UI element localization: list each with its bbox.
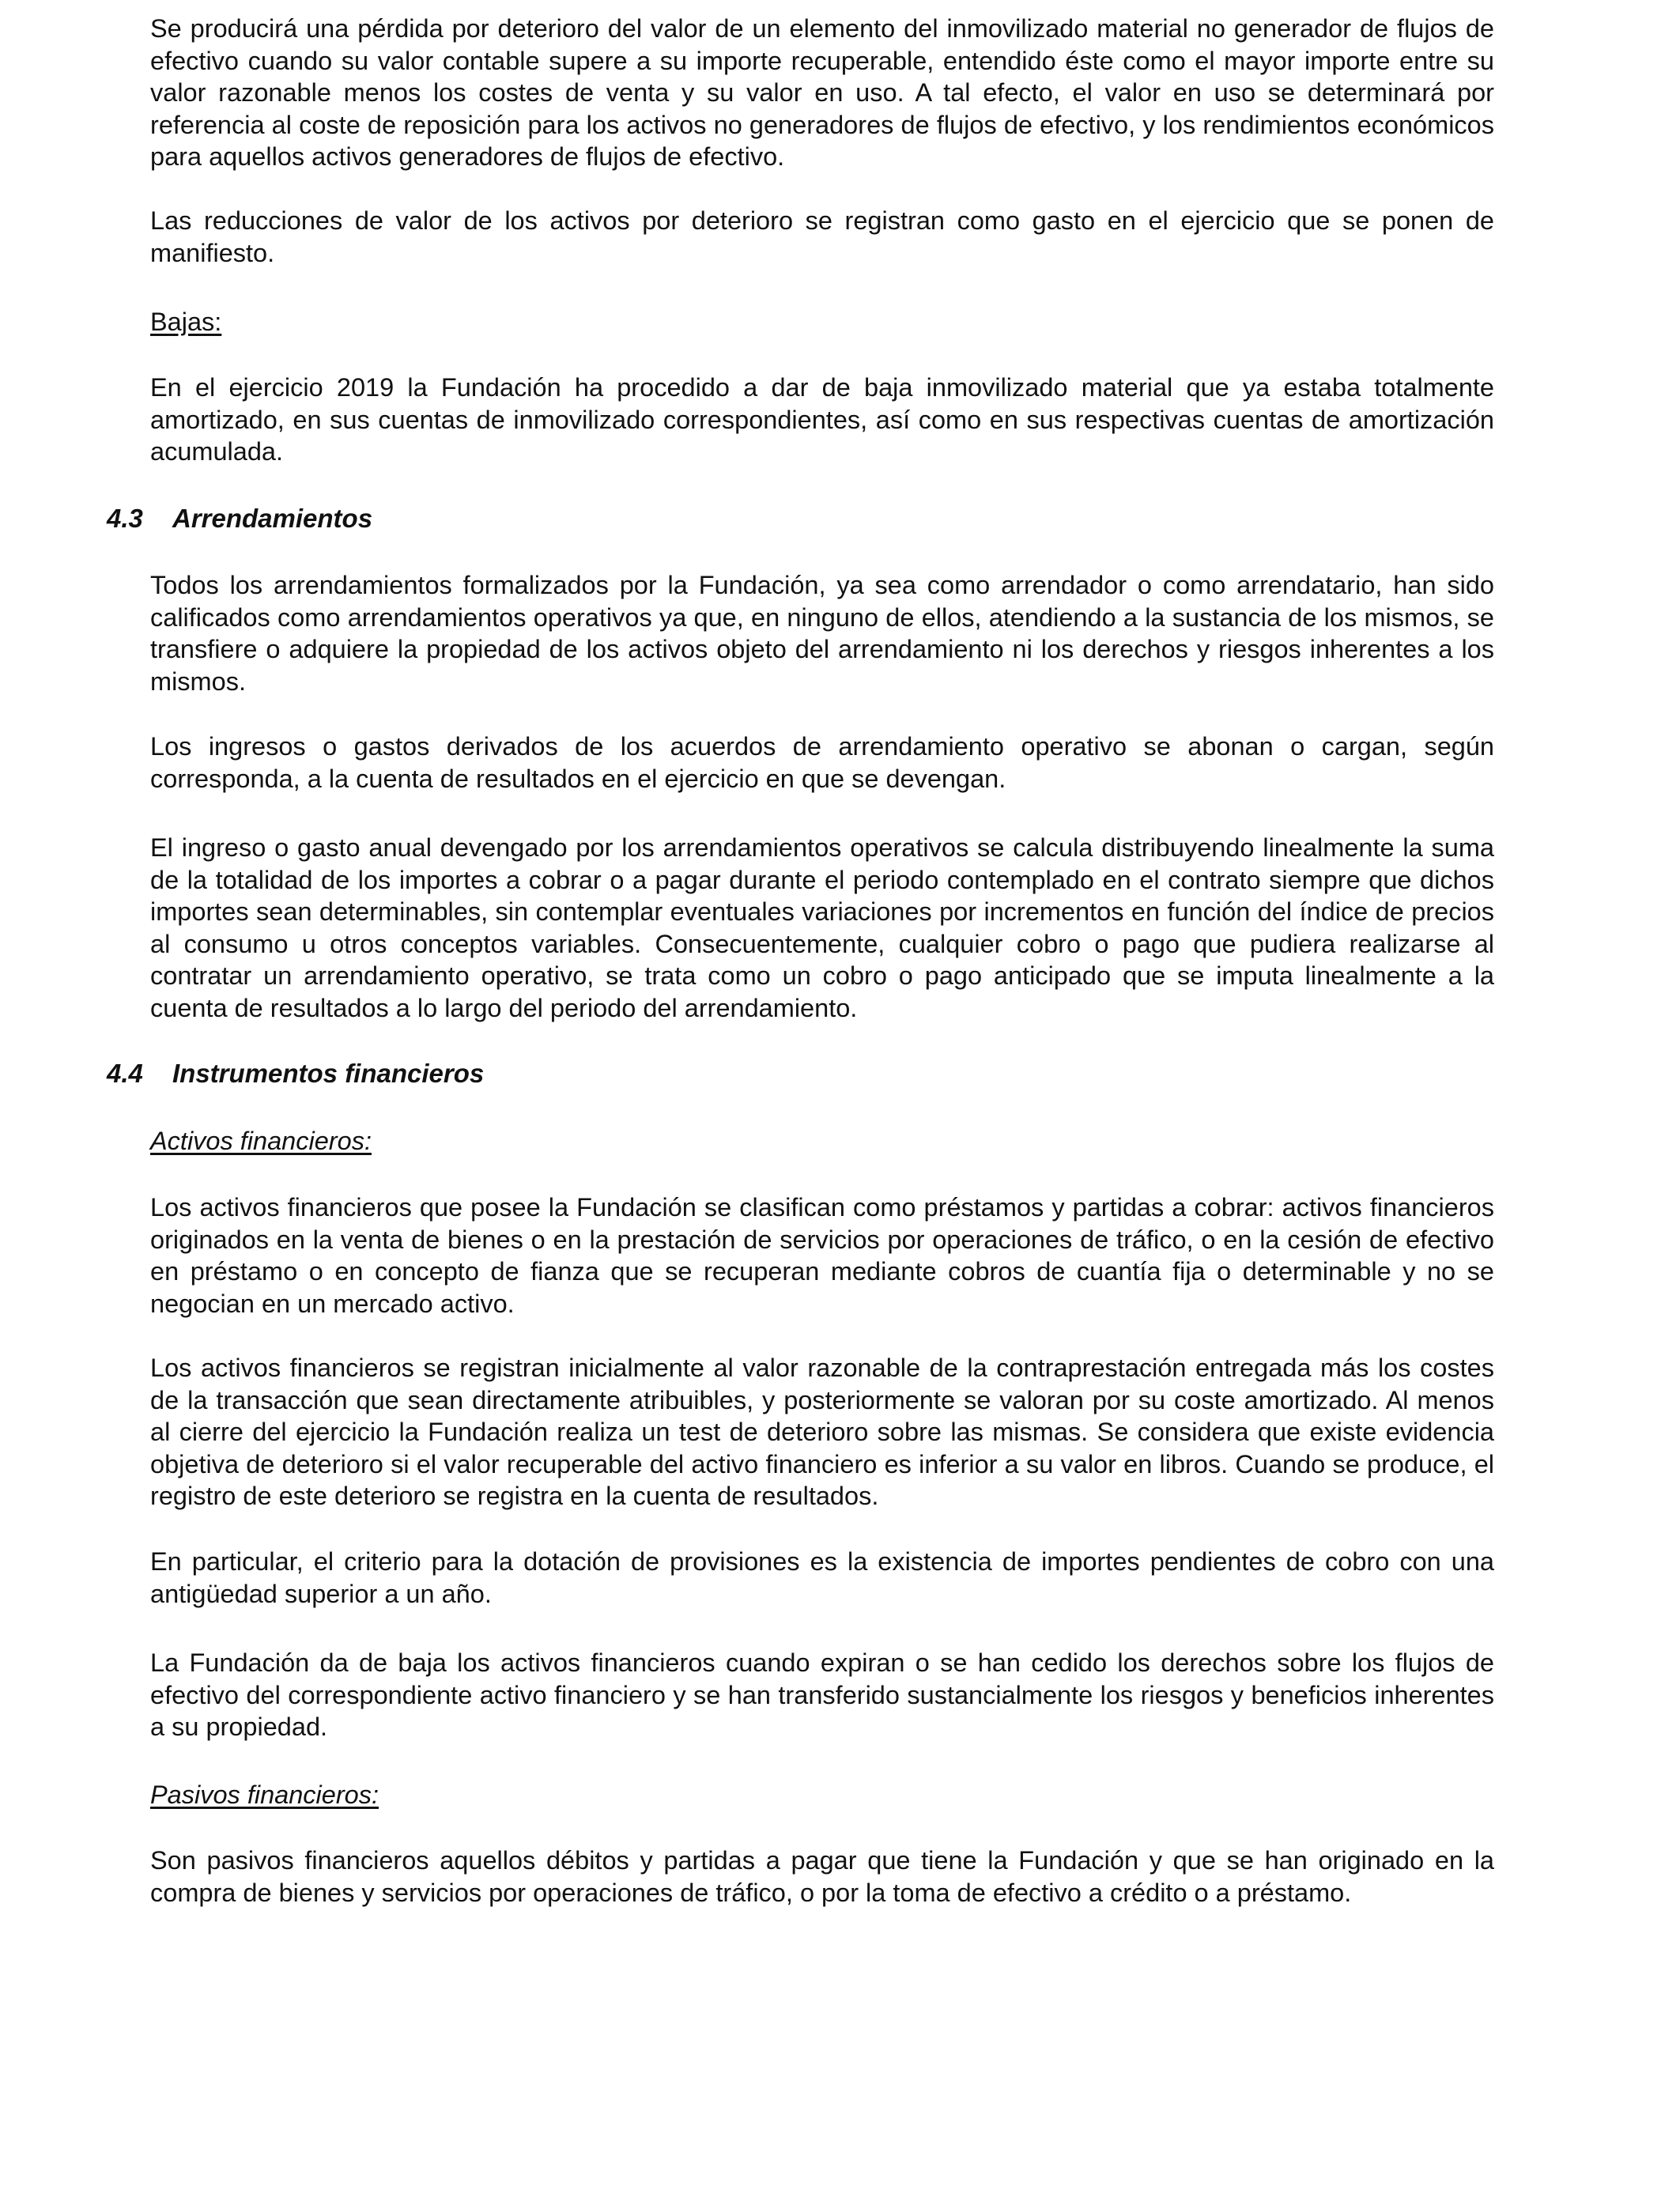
paragraph-deterioro-valor: Se producirá una pérdida por deterioro del valor de un elemento del inmovilizado material no generador de flujos de efectivo cuando su valor contable supere a su importe recuperable, entendido éste como el mayor importe entre su valor razonable menos los costes de venta y su valor en uso. A tal efecto, el valor en uso se determinará por referencia al coste de reposición para los activos no generadores de flujos de efectivo, y los rendimientos económicos para aquellos activos generadores de flujos de efectivo. bbox=[150, 14, 1494, 171]
section-number: 4.3 bbox=[107, 504, 143, 533]
subheading-pasivos-financieros: Pasivos financieros: bbox=[150, 1781, 379, 1809]
section-number: 4.4 bbox=[107, 1059, 143, 1088]
paragraph-arrendamientos-ingresos: Los ingresos o gastos derivados de los acuerdos de arrendamiento operativo se abonan o cargan, según corresponda, a la cuenta de resultados en el ejercicio en que se devengan. bbox=[150, 732, 1494, 793]
section-title: Instrumentos financieros bbox=[172, 1059, 485, 1088]
paragraph-baja-activos: La Fundación da de baja los activos financieros cuando expiran o se han cedido los derechos sobre los flujos de efectivo del correspondiente activo financiero y se han transferido sustancialmente los riesgos y beneficios inherentes a su propiedad. bbox=[150, 1648, 1494, 1741]
paragraph-activos-registro: Los activos financieros se registran inicialmente al valor razonable de la contraprestación entregada más los costes de la transacción que sean directamente atribuibles, y posteriormente se valoran por su coste amortizado. Al menos al cierre del ejercicio la Fundación realiza un test de deterioro sobre las mismas. Se considera que existe evidencia objetiva de deterioro si el valor recuperable del activo financiero es inferior a su valor en libros. Cuando se produce, el registro de este deterioro se registra en la cuenta de resultados. bbox=[150, 1354, 1494, 1510]
paragraph-arrendamientos-devengo: El ingreso o gasto anual devengado por los arrendamientos operativos se calcula distribuyendo linealmente la suma de la totalidad de los importes a cobrar o a pagar durante el periodo contemplado en el contrato siempre que dichos importes sean determinables, sin contemplar eventuales variaciones por incrementos en función del índice de precios al consumo u otros conceptos variables. Consecuentemente, cualquier cobro o pago que pudiera realizarse al contratar un arrendamiento operativo, se trata como un cobro o pago anticipado que se imputa linealmente a la cuenta de resultados a lo largo del periodo del arrendamiento. bbox=[150, 833, 1494, 1022]
paragraph-pasivos: Son pasivos financieros aquellos débitos y partidas a pagar que tiene la Fundación y que se han originado en la compra de bienes y servicios por operaciones de tráfico, o por la toma de efectivo a crédito o a préstamo. bbox=[150, 1846, 1494, 1907]
paragraph-bajas: En el ejercicio 2019 la Fundación ha procedido a dar de baja inmovilizado material que ya estaba totalmente amortizado, en sus cuentas de inmovilizado correspondientes, así como en sus respectivas cuentas de amortización acumulada. bbox=[150, 373, 1494, 466]
subheading-activos-financieros: Activos financieros: bbox=[150, 1127, 372, 1155]
section-heading-instrumentos-financieros bbox=[107, 1058, 484, 1089]
section-title: Arrendamientos bbox=[172, 504, 373, 533]
paragraph-reducciones-valor: Las reducciones de valor de los activos por deterioro se registran como gasto en el ejercicio que se ponen de manifiesto. bbox=[150, 206, 1494, 267]
subheading-bajas: Bajas: bbox=[150, 308, 222, 336]
paragraph-arrendamientos-calificacion: Todos los arrendamientos formalizados por la Fundación, ya sea como arrendador o como arrendatario, han sido calificados como arrendamientos operativos ya que, en ninguno de ellos, atendiendo a la sustancia de los mismos, se transfiere o adquiere la propiedad de los activos objeto del arrendamiento ni los derechos y riesgos inherentes a los mismos. bbox=[150, 571, 1494, 696]
paragraph-activos-clasificacion: Los activos financieros que posee la Fundación se clasifican como préstamos y partidas a cobrar: activos financieros originados en la venta de bienes o en la prestación de servicios por operaciones de tráfico, o en la cesión de efectivo en préstamo o en concepto de fianza que se recuperan mediante cobros de cuantía fija o determinable y no se negocian en un mercado activo. bbox=[150, 1193, 1494, 1318]
section-heading-arrendamientos bbox=[107, 503, 372, 534]
paragraph-provisiones: En particular, el criterio para la dotación de provisiones es la existencia de importes pendientes de cobro con una antigüedad superior a un año. bbox=[150, 1547, 1494, 1608]
